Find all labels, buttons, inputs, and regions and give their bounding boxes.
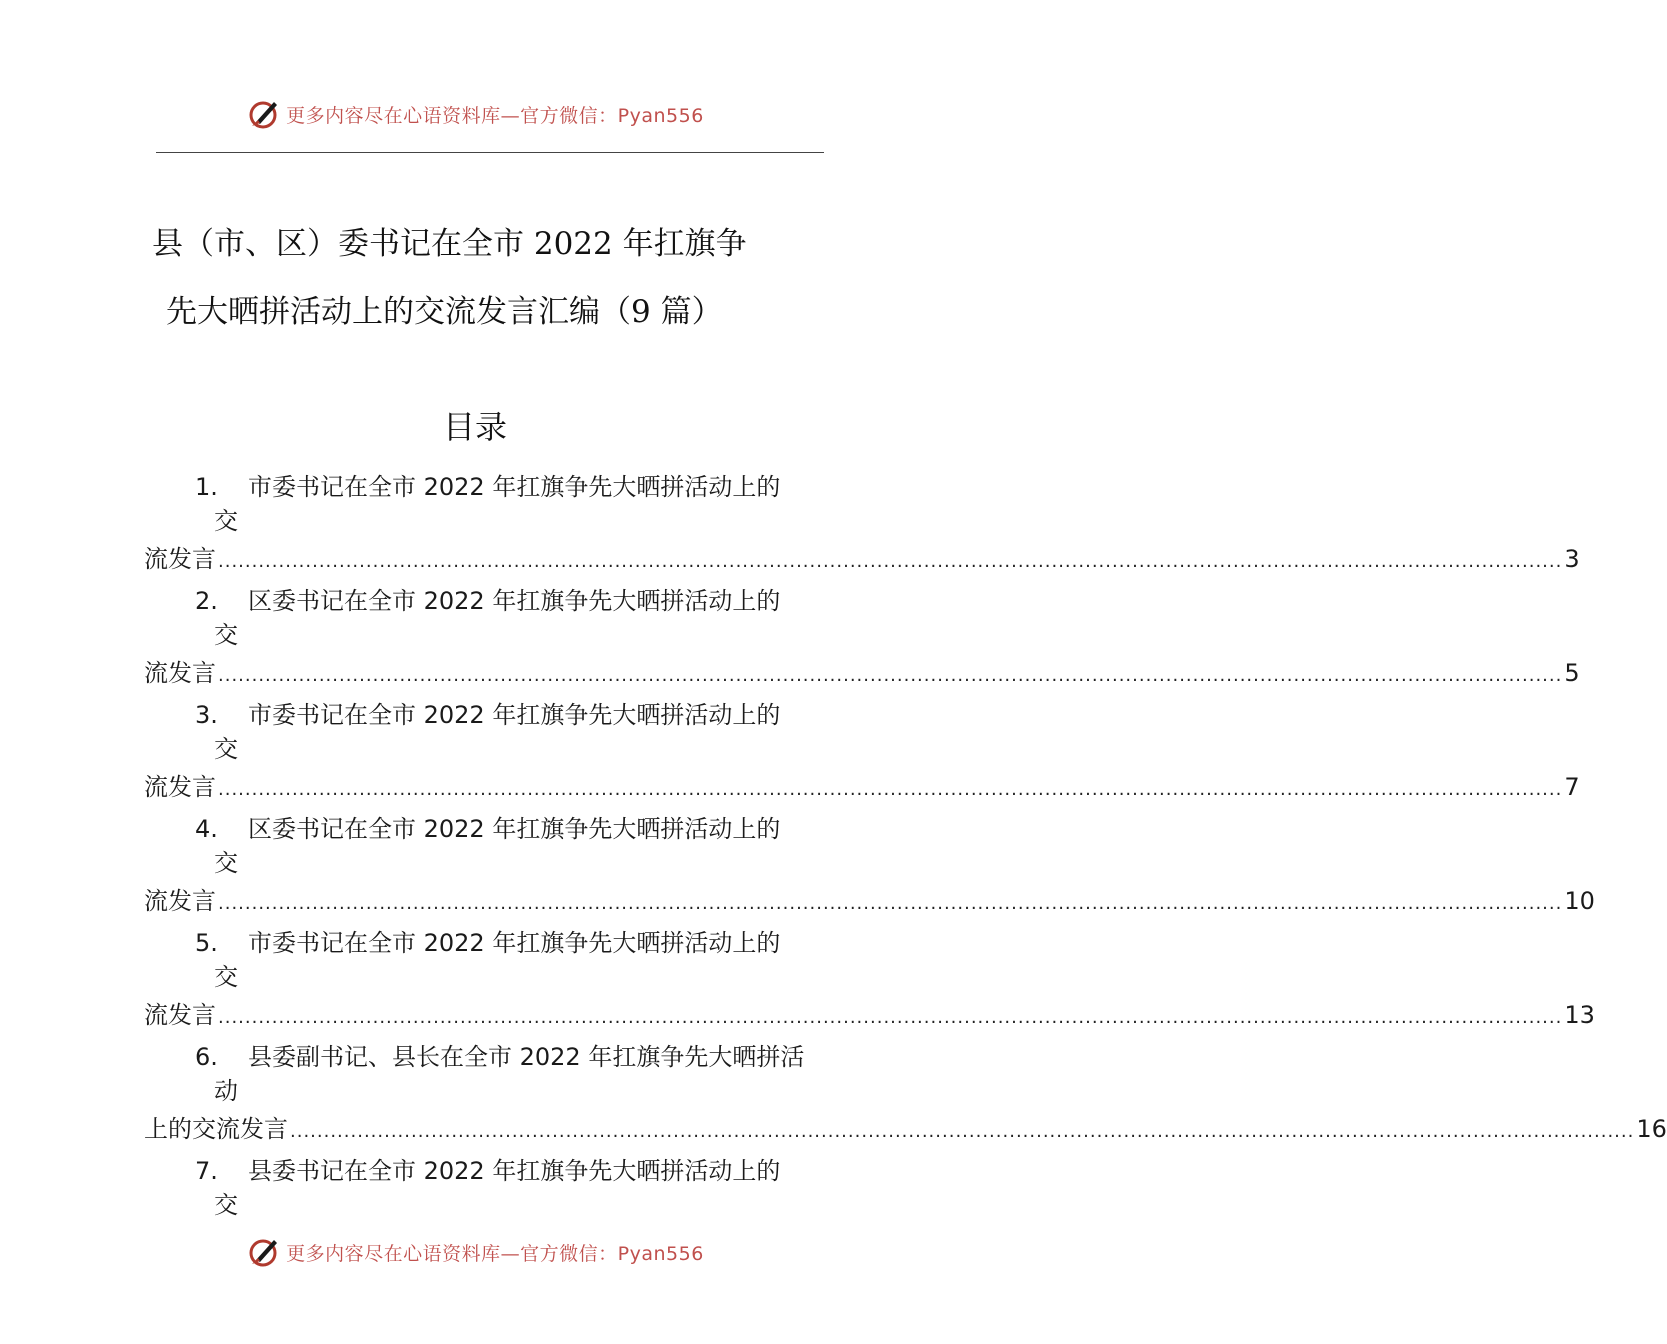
toc-entry-title: 区委书记在全市 2022 年扛旗争先大晒拼活动上的 <box>248 815 781 843</box>
document-title-line-2: 先大晒拼活动上的交流发言汇编（9 篇） <box>166 294 723 330</box>
toc-dot-leader: ........................................................................................................................................................................................................ <box>218 779 1563 800</box>
toc-entry-title-wrap: 交 <box>214 849 238 877</box>
toc-entry-title: 市委书记在全市 2022 年扛旗争先大晒拼活动上的 <box>248 929 781 957</box>
toc-entry-number: 3. <box>195 701 218 729</box>
toc-page-number: 13 <box>1564 1001 1595 1029</box>
toc-entry-number: 4. <box>195 815 218 843</box>
toc-entry-title-end: 流发言 <box>144 887 216 915</box>
document-title-line-1: 县（市、区）委书记在全市 2022 年扛旗争 <box>152 226 747 262</box>
toc-entry-title-end: 流发言 <box>144 773 216 801</box>
toc-entry-leader-line <box>144 1112 1667 1146</box>
wechat-id: Pyan556 <box>617 1242 704 1265</box>
toc-dot-leader: ........................................................................................................................................................................................................ <box>290 1121 1635 1142</box>
toc-page-number: 3 <box>1564 545 1580 573</box>
toc-dot-leader: ........................................................................................................................................................................................................ <box>218 551 1563 572</box>
toc-entry-number: 1. <box>195 473 218 501</box>
toc-entry-title-end: 流发言 <box>144 545 216 573</box>
toc-entry-title: 县委副书记、县长在全市 2022 年扛旗争先大晒拼活 <box>248 1043 805 1071</box>
toc-entry-number: 2. <box>195 587 218 615</box>
toc-entry-title-wrap: 交 <box>214 963 238 991</box>
footer-banner <box>0 1232 950 1272</box>
toc-entry-number: 5. <box>195 929 218 957</box>
toc-entry-leader-line <box>144 998 1595 1032</box>
quill-pen-logo-icon <box>246 1234 282 1270</box>
banner-text: 更多内容尽在心语资料库—官方微信：Pyan556 <box>286 1242 704 1265</box>
toc-entry-title: 市委书记在全市 2022 年扛旗争先大晒拼活动上的 <box>248 473 781 501</box>
toc-page-number: 16 <box>1636 1115 1667 1143</box>
toc-entry-title: 区委书记在全市 2022 年扛旗争先大晒拼活动上的 <box>248 587 781 615</box>
banner-text: 更多内容尽在心语资料库—官方微信：Pyan556 <box>286 104 704 127</box>
toc-entry-title-wrap: 动 <box>214 1077 238 1105</box>
toc-entry-title-end: 上的交流发言 <box>144 1115 288 1143</box>
toc-entry-number: 7. <box>195 1157 218 1185</box>
toc-entry-leader-line <box>144 770 1580 804</box>
wechat-id: Pyan556 <box>617 104 704 127</box>
toc-entry-number: 6. <box>195 1043 218 1071</box>
toc-page-number: 10 <box>1564 887 1595 915</box>
toc-entry-title-wrap: 交 <box>214 735 238 763</box>
toc-entry-title: 县委书记在全市 2022 年扛旗争先大晒拼活动上的 <box>248 1157 781 1185</box>
header-banner <box>0 94 950 134</box>
toc-entry-title-end: 流发言 <box>144 659 216 687</box>
toc-entry[interactable] <box>0 470 1580 584</box>
toc-entry-title-end: 流发言 <box>144 1001 216 1029</box>
toc-entry[interactable] <box>0 812 1595 926</box>
toc-entry-title-wrap: 交 <box>214 507 238 535</box>
toc-entry[interactable] <box>0 1040 1667 1154</box>
header-rule <box>156 152 824 153</box>
toc-page-number: 5 <box>1564 659 1580 687</box>
toc-entry[interactable] <box>0 698 1580 812</box>
toc-entry[interactable] <box>0 584 1580 698</box>
toc-entry-leader-line <box>144 656 1580 690</box>
toc-entry-leader-line <box>144 884 1595 918</box>
toc-heading: 目录 <box>442 408 507 446</box>
toc-dot-leader: ........................................................................................................................................................................................................ <box>218 893 1563 914</box>
toc-dot-leader: ........................................................................................................................................................................................................ <box>218 665 1563 686</box>
toc-dot-leader: ........................................................................................................................................................................................................ <box>218 1007 1563 1028</box>
toc-entry-title-wrap: 交 <box>214 1191 238 1219</box>
toc-entry[interactable] <box>0 926 1595 1040</box>
toc-page-number: 7 <box>1564 773 1580 801</box>
quill-pen-logo-icon <box>246 96 282 132</box>
toc-entry-title: 市委书记在全市 2022 年扛旗争先大晒拼活动上的 <box>248 701 781 729</box>
toc-entry-leader-line <box>144 542 1580 576</box>
toc-entry-title-wrap: 交 <box>214 621 238 649</box>
